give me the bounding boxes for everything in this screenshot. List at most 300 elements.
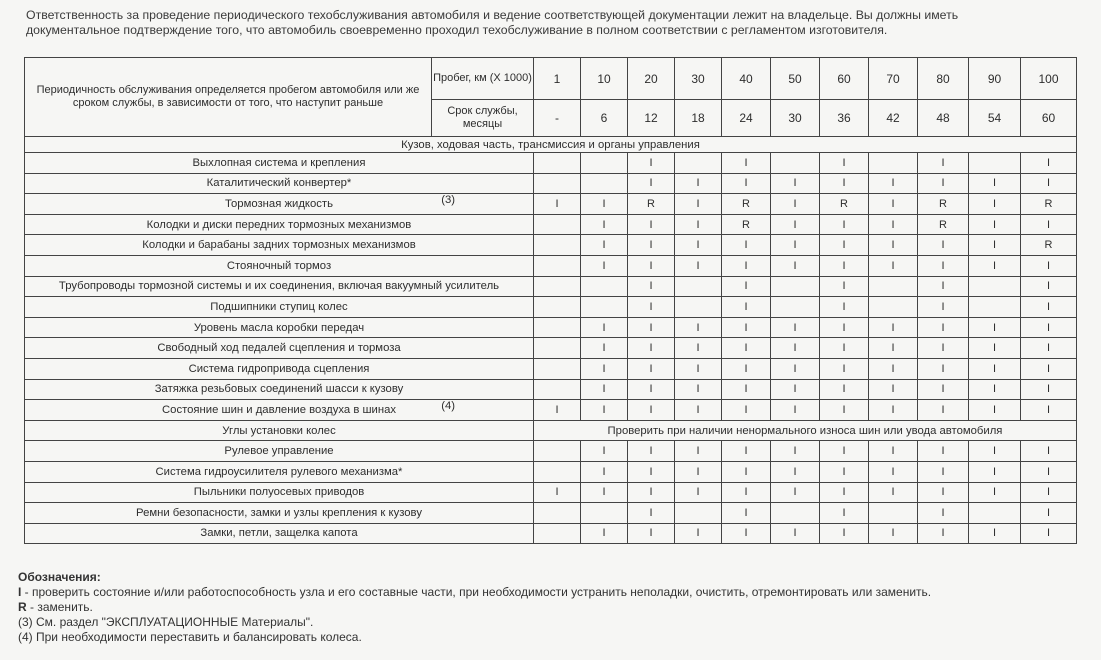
service-mark: R	[918, 194, 969, 215]
service-mark: I	[771, 379, 820, 400]
service-mark: I	[918, 235, 969, 256]
service-mark: I	[869, 214, 918, 235]
service-mark: I	[1021, 317, 1077, 338]
service-mark: I	[918, 153, 969, 174]
service-mark: I	[581, 523, 628, 544]
service-mark	[771, 297, 820, 318]
item-label-text: Стояночный тормоз	[226, 259, 332, 272]
table-row	[25, 338, 1077, 359]
service-mark: I	[581, 400, 628, 421]
months-value: -	[534, 100, 581, 137]
legend-r-symbol: R	[18, 600, 27, 614]
service-mark: I	[628, 255, 675, 276]
service-mark: I	[1021, 482, 1077, 503]
service-mark: I	[628, 235, 675, 256]
service-mark	[581, 276, 628, 297]
service-mark: I	[918, 523, 969, 544]
table-row	[25, 461, 1077, 482]
item-label-text: Колодки и барабаны задних тормозных механизмов	[142, 239, 416, 252]
item-label-text: Ремни безопасности, замки и узлы крепления к кузову	[136, 506, 422, 519]
service-mark	[771, 503, 820, 524]
service-mark	[969, 503, 1021, 524]
service-mark: I	[628, 503, 675, 524]
service-mark	[534, 379, 581, 400]
service-mark: I	[820, 338, 869, 359]
service-mark	[581, 503, 628, 524]
service-mark: I	[820, 379, 869, 400]
mileage-value: 10	[581, 58, 628, 100]
service-mark: I	[820, 297, 869, 318]
service-mark: I	[869, 358, 918, 379]
service-mark: I	[771, 235, 820, 256]
service-mark	[969, 153, 1021, 174]
service-mark: I	[869, 461, 918, 482]
item-label-text: Замки, петли, защелка капота	[200, 527, 358, 540]
service-mark: I	[675, 379, 722, 400]
service-mark	[534, 523, 581, 544]
item-footnote-ref: (3)	[441, 194, 455, 207]
service-mark: I	[969, 255, 1021, 276]
item-label-text: Уровень масла коробки передач	[193, 321, 365, 334]
service-mark: I	[918, 173, 969, 194]
service-mark	[534, 276, 581, 297]
months-value: 60	[1021, 100, 1077, 137]
item-label	[25, 317, 534, 338]
mileage-value: 20	[628, 58, 675, 100]
mileage-value: 60	[820, 58, 869, 100]
service-mark: I	[581, 338, 628, 359]
service-mark: I	[628, 214, 675, 235]
service-mark: I	[918, 400, 969, 421]
service-mark	[869, 153, 918, 174]
service-mark	[771, 276, 820, 297]
service-mark: I	[628, 461, 675, 482]
item-footnote-ref: (4)	[441, 400, 455, 413]
service-mark: I	[918, 255, 969, 276]
months-value: 42	[869, 100, 918, 137]
service-mark	[534, 297, 581, 318]
service-mark	[534, 153, 581, 174]
service-mark: I	[675, 461, 722, 482]
service-mark: I	[918, 317, 969, 338]
service-mark: I	[820, 214, 869, 235]
service-mark: I	[722, 173, 771, 194]
table-row	[25, 194, 1077, 215]
service-mark: I	[820, 358, 869, 379]
service-mark: I	[820, 235, 869, 256]
item-label	[25, 153, 534, 174]
service-mark: I	[771, 482, 820, 503]
section-title: Кузов, ходовая часть, трансмиссия и органы управления	[25, 137, 1077, 153]
service-mark: I	[820, 461, 869, 482]
service-mark: I	[722, 255, 771, 276]
service-mark: I	[771, 358, 820, 379]
item-label	[25, 400, 534, 421]
service-mark: I	[581, 358, 628, 379]
service-mark: I	[771, 317, 820, 338]
service-mark: I	[722, 503, 771, 524]
service-mark: I	[820, 523, 869, 544]
service-mark: I	[869, 338, 918, 359]
service-mark: I	[722, 441, 771, 462]
service-mark: I	[820, 153, 869, 174]
mileage-value: 100	[1021, 58, 1077, 100]
service-mark: R	[628, 194, 675, 215]
service-mark: I	[820, 173, 869, 194]
service-mark	[581, 173, 628, 194]
service-mark	[869, 297, 918, 318]
service-mark: I	[771, 173, 820, 194]
service-mark	[675, 153, 722, 174]
service-mark: I	[771, 194, 820, 215]
service-mark: I	[628, 153, 675, 174]
item-label-text: Пыльники полуосевых приводов	[193, 486, 365, 499]
service-mark	[869, 503, 918, 524]
item-label	[25, 276, 534, 297]
service-mark: I	[675, 194, 722, 215]
service-mark: I	[1021, 461, 1077, 482]
service-mark	[969, 297, 1021, 318]
service-mark: I	[820, 503, 869, 524]
service-mark: I	[628, 379, 675, 400]
service-mark	[534, 317, 581, 338]
item-label	[25, 482, 534, 503]
service-mark: I	[1021, 255, 1077, 276]
service-mark	[969, 276, 1021, 297]
months-value: 24	[722, 100, 771, 137]
service-mark: I	[918, 461, 969, 482]
months-value: 12	[628, 100, 675, 137]
service-mark: I	[969, 194, 1021, 215]
service-mark: I	[820, 400, 869, 421]
service-mark	[869, 276, 918, 297]
service-mark: I	[581, 214, 628, 235]
service-mark: I	[675, 214, 722, 235]
service-mark: I	[1021, 153, 1077, 174]
service-mark: I	[628, 173, 675, 194]
item-label-text: Колодки и диски передних тормозных механизмов	[146, 218, 412, 231]
service-mark: I	[771, 461, 820, 482]
service-mark: I	[1021, 400, 1077, 421]
service-mark: I	[1021, 214, 1077, 235]
table-row	[25, 153, 1077, 174]
section-row	[25, 137, 1077, 153]
service-mark: R	[918, 214, 969, 235]
service-mark: I	[675, 255, 722, 276]
service-mark: I	[969, 461, 1021, 482]
service-mark: I	[820, 482, 869, 503]
service-mark: I	[1021, 338, 1077, 359]
service-mark: I	[675, 400, 722, 421]
service-mark: I	[722, 153, 771, 174]
mileage-value: 1	[534, 58, 581, 100]
service-mark: I	[1021, 276, 1077, 297]
legend-r-row	[18, 600, 1088, 615]
service-mark	[581, 297, 628, 318]
mileage-value: 70	[869, 58, 918, 100]
service-mark: I	[675, 173, 722, 194]
item-label-text: Тормозная жидкость	[225, 197, 333, 210]
service-mark: I	[534, 194, 581, 215]
service-mark: I	[722, 338, 771, 359]
service-mark: I	[675, 482, 722, 503]
service-mark: I	[820, 441, 869, 462]
service-mark: I	[581, 235, 628, 256]
legend-i-symbol: I	[18, 585, 22, 599]
service-mark: I	[722, 358, 771, 379]
service-mark: I	[918, 503, 969, 524]
service-mark: I	[918, 358, 969, 379]
item-label-text: Трубопроводы тормозной системы и их соединения, включая вакуумный усилитель	[58, 280, 500, 293]
service-mark: I	[722, 297, 771, 318]
service-mark: I	[675, 523, 722, 544]
legend-i-text: - проверить состояние и/или работоспособность узла и его составные части, при необходимости устранить неполадки, очистить, отремонтировать или заменить.	[21, 585, 932, 599]
legend	[18, 570, 1088, 645]
item-label	[25, 255, 534, 276]
table-row	[25, 255, 1077, 276]
months-value: 54	[969, 100, 1021, 137]
service-mark: I	[771, 523, 820, 544]
intro-line-2: документальное подтверждение того, что автомобиль своевременно проходил техобслуживание в полном соответствии с регламентом изготовителя.	[26, 23, 888, 37]
maintenance-schedule-table	[24, 57, 1077, 544]
service-mark	[534, 214, 581, 235]
service-mark: I	[1021, 523, 1077, 544]
service-mark: I	[969, 317, 1021, 338]
service-mark: I	[581, 461, 628, 482]
item-label	[25, 297, 534, 318]
service-mark: I	[628, 317, 675, 338]
service-mark: I	[969, 173, 1021, 194]
service-mark	[534, 441, 581, 462]
service-mark: I	[722, 461, 771, 482]
item-label	[25, 194, 534, 215]
service-mark	[675, 297, 722, 318]
service-mark: I	[1021, 379, 1077, 400]
service-mark: I	[722, 379, 771, 400]
item-label	[25, 338, 534, 359]
service-mark: I	[771, 338, 820, 359]
intro-line-1: Ответственность за проведение периодического техобслуживания автомобиля и ведение соответствующей документации лежит на владельце. Вы должны иметь	[26, 8, 959, 22]
service-mark: I	[969, 523, 1021, 544]
service-mark: I	[722, 235, 771, 256]
service-mark: I	[969, 235, 1021, 256]
service-mark: I	[1021, 441, 1077, 462]
item-label	[25, 358, 534, 379]
months-value: 30	[771, 100, 820, 137]
service-mark: I	[534, 482, 581, 503]
service-mark: I	[771, 400, 820, 421]
service-mark: I	[581, 379, 628, 400]
service-mark: I	[869, 317, 918, 338]
item-label	[25, 235, 534, 256]
item-label	[25, 173, 534, 194]
service-mark: R	[1021, 235, 1077, 256]
legend-note-3: (3) См. раздел "ЭКСПЛУАТАЦИОННЫЕ Материалы".	[18, 615, 314, 629]
service-mark: I	[1021, 358, 1077, 379]
service-mark: I	[969, 358, 1021, 379]
service-mark: I	[628, 400, 675, 421]
service-mark: I	[675, 441, 722, 462]
service-mark: R	[722, 214, 771, 235]
service-mark: I	[869, 482, 918, 503]
service-mark: I	[628, 482, 675, 503]
table-row	[25, 482, 1077, 503]
service-mark	[534, 235, 581, 256]
months-value: 6	[581, 100, 628, 137]
item-label-text: Выхлопная система и крепления	[192, 156, 366, 169]
service-mark: I	[581, 255, 628, 276]
service-mark: I	[918, 338, 969, 359]
table-row	[25, 358, 1077, 379]
mileage-value: 40	[722, 58, 771, 100]
mileage-value: 80	[918, 58, 969, 100]
table-row	[25, 317, 1077, 338]
service-mark: I	[675, 317, 722, 338]
item-label	[25, 503, 534, 524]
service-mark: I	[771, 255, 820, 276]
service-mark: R	[820, 194, 869, 215]
item-label	[25, 379, 534, 400]
table-row	[25, 297, 1077, 318]
item-label	[25, 441, 534, 462]
table-row	[25, 441, 1077, 462]
service-mark: I	[918, 482, 969, 503]
table-row	[25, 503, 1077, 524]
service-mark: I	[722, 400, 771, 421]
service-mark	[534, 503, 581, 524]
service-mark: I	[581, 317, 628, 338]
service-mark: I	[722, 276, 771, 297]
service-mark: I	[869, 235, 918, 256]
service-mark: I	[722, 482, 771, 503]
wheel-alignment-note: Проверить при наличии ненормального износа шин или увода автомобиля	[534, 420, 1077, 441]
service-mark: I	[722, 317, 771, 338]
service-mark: I	[722, 523, 771, 544]
legend-r-text: - заменить.	[26, 600, 93, 614]
service-mark: I	[675, 358, 722, 379]
service-mark	[771, 153, 820, 174]
service-mark	[534, 338, 581, 359]
intro-text	[26, 8, 1086, 38]
item-label-text: Подшипники ступиц колес	[210, 300, 348, 313]
service-mark: I	[1021, 297, 1077, 318]
item-label	[25, 523, 534, 544]
mileage-value: 50	[771, 58, 820, 100]
item-label-text: Рулевое управление	[224, 445, 334, 458]
item-label-text: Система гидроусилителя рулевого механизма*	[155, 465, 403, 478]
item-label	[25, 214, 534, 235]
service-mark: I	[628, 523, 675, 544]
service-mark: R	[1021, 194, 1077, 215]
service-mark: I	[869, 194, 918, 215]
table-row	[25, 214, 1077, 235]
legend-title: Обозначения:	[18, 570, 101, 584]
service-mark	[534, 173, 581, 194]
mileage-label: Пробег, км (Х 1000)	[432, 58, 534, 100]
table-row	[25, 400, 1077, 421]
service-mark: I	[869, 255, 918, 276]
service-mark: I	[869, 400, 918, 421]
service-mark: I	[820, 317, 869, 338]
service-mark: I	[820, 255, 869, 276]
service-mark	[675, 503, 722, 524]
service-mark: I	[918, 276, 969, 297]
legend-note-4: (4) При необходимости переставить и балансировать колеса.	[18, 630, 362, 644]
months-label: Срок службы, месяцы	[432, 100, 534, 137]
service-mark: I	[869, 523, 918, 544]
service-mark	[534, 255, 581, 276]
item-label-text: Каталитический конвертер*	[206, 177, 352, 190]
service-mark: I	[771, 441, 820, 462]
service-mark: I	[969, 338, 1021, 359]
service-mark: I	[675, 235, 722, 256]
wheel-alignment-row	[25, 420, 1077, 441]
table-row	[25, 276, 1077, 297]
service-mark: I	[534, 400, 581, 421]
service-mark: I	[820, 276, 869, 297]
service-mark: I	[969, 379, 1021, 400]
item-label-text: Затяжка резьбовых соединений шасси к кузову	[154, 383, 404, 396]
service-mark: I	[869, 173, 918, 194]
months-value: 36	[820, 100, 869, 137]
months-value: 48	[918, 100, 969, 137]
service-mark	[534, 461, 581, 482]
service-mark: I	[675, 338, 722, 359]
table-row	[25, 173, 1077, 194]
service-mark: I	[918, 297, 969, 318]
service-mark: I	[581, 482, 628, 503]
item-label	[25, 461, 534, 482]
service-mark: I	[918, 441, 969, 462]
service-mark: I	[1021, 503, 1077, 524]
service-mark: I	[969, 214, 1021, 235]
service-mark: I	[869, 441, 918, 462]
service-mark: I	[628, 441, 675, 462]
mileage-value: 90	[969, 58, 1021, 100]
item-label-text: Система гидропривода сцепления	[188, 362, 370, 375]
service-mark: I	[581, 194, 628, 215]
legend-i-row	[18, 585, 1088, 600]
item-label: Углы установки колес	[25, 420, 534, 441]
service-mark	[675, 276, 722, 297]
service-mark: I	[628, 338, 675, 359]
interval-description: Периодичность обслуживания определяется пробегом автомобиля или же сроком службы, в зависимости от того, что наступит раньше	[25, 58, 432, 137]
service-mark: I	[869, 379, 918, 400]
service-mark: I	[969, 482, 1021, 503]
service-mark: R	[722, 194, 771, 215]
service-mark	[534, 358, 581, 379]
service-mark: I	[581, 441, 628, 462]
header-mileage-row	[25, 58, 1077, 100]
mileage-value: 30	[675, 58, 722, 100]
service-mark: I	[628, 276, 675, 297]
service-mark: I	[771, 214, 820, 235]
service-mark: I	[969, 441, 1021, 462]
service-mark: I	[628, 358, 675, 379]
service-mark: I	[918, 379, 969, 400]
item-label-text: Состояние шин и давление воздуха в шинах	[162, 403, 396, 416]
table-row	[25, 523, 1077, 544]
item-label-text: Свободный ход педалей сцепления и тормоза	[157, 342, 401, 355]
service-mark: I	[1021, 173, 1077, 194]
schedule-body	[25, 58, 1077, 544]
service-mark	[581, 153, 628, 174]
table-row	[25, 379, 1077, 400]
table-row	[25, 235, 1077, 256]
service-mark: I	[628, 297, 675, 318]
months-value: 18	[675, 100, 722, 137]
service-mark: I	[969, 400, 1021, 421]
